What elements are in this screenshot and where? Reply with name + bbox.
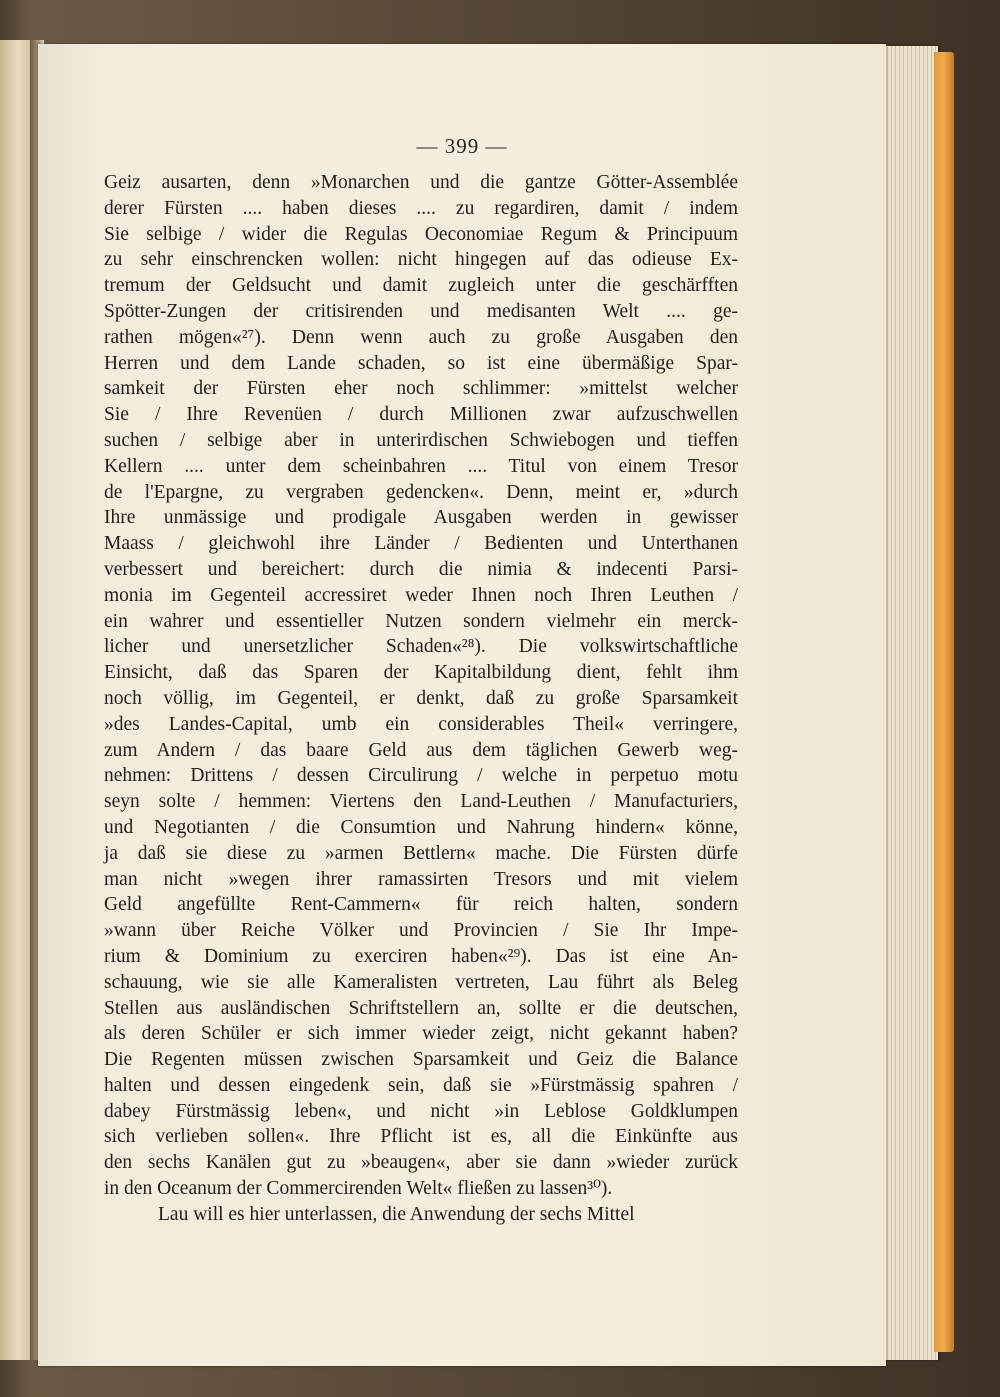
text-line: Lau will es hier unterlassen, die Anwendung der sechs Mittel: [158, 1203, 635, 1225]
text-line: derer Fürsten .... haben dieses .... zu regardiren, damit / indem: [104, 197, 738, 219]
text-line: verbessert und bereichert: durch die nimia & indecenti Parsi-: [104, 558, 738, 580]
text-line: Geiz ausarten, denn »Monarchen und die gantze Götter-Assemblée: [104, 172, 738, 193]
text-line: Spötter-Zungen der critisirenden und medisanten Welt .... ge-: [104, 300, 738, 322]
text-line: zum Andern / das baare Geld aus dem täglichen Gewerb weg-: [104, 739, 738, 761]
text-line: dabey Fürstmässig leben«, und nicht »in Leblose Goldklumpen: [104, 1100, 738, 1122]
text-line: und Negotianten / die Consumtion und Nahrung hindern« könne,: [104, 816, 738, 838]
text-line: den sechs Kanälen gut zu »beaugen«, aber sie dann »wieder zurück: [104, 1152, 738, 1174]
text-line: noch völlig, im Gegenteil, er denkt, daß zu große Sparsamkeit: [104, 687, 738, 709]
text-line: de l'Epargne, zu vergraben gedencken«. Denn, meint er, »durch: [104, 481, 738, 503]
text-line: suchen / selbige aber in unterirdischen Schwiebogen und tieffen: [104, 429, 738, 451]
text-line: Herren und dem Lande schaden, so ist eine übermäßige Spar-: [104, 352, 738, 374]
text-line: samkeit der Fürsten eher noch schlimmer: »mittelst welcher: [104, 378, 738, 400]
text-line: rathen mögen«²⁷). Denn wenn auch zu große Ausgaben den: [104, 326, 738, 348]
text-line: ein wahrer und essentieller Nutzen sondern vielmehr ein merck-: [104, 610, 738, 632]
book-page: [38, 44, 886, 1366]
text-line: licher und unersetzlicher Schaden«²⁸). Die volkswirtschaftliche: [104, 636, 738, 658]
text-line: Geld angefüllte Rent-Cammern« für reich halten, sondern: [104, 894, 738, 916]
text-line: halten und dessen eingedenk sein, daß sie »Fürstmässig spahren /: [104, 1074, 738, 1096]
text-line: seyn solte / hemmen: Viertens den Land-Leuthen / Manufacturiers,: [104, 791, 738, 813]
text-line: rium & Dominium zu exerciren haben«²⁹). Das ist eine An-: [104, 945, 738, 967]
text-line: schauung, wie sie alle Kameralisten vertreten, Lau führt als Beleg: [104, 971, 738, 993]
body-text: [104, 170, 738, 1228]
text-line: Ihre unmässige und prodigale Ausgaben werden in gewisser: [104, 507, 738, 529]
text-line: Sie / Ihre Revenüen / durch Millionen zwar aufzuschwellen: [104, 404, 738, 426]
text-line: Die Regenten müssen zwischen Sparsamkeit und Geiz die Balance: [104, 1049, 738, 1071]
text-line: Maass / gleichwohl ihre Länder / Bedienten und Unterthanen: [104, 533, 738, 555]
text-line: monia im Gegenteil accressiret weder Ihnen noch Ihren Leuthen /: [104, 584, 738, 606]
text-line: zu sehr einschrencken wollen: nicht hingegen auf das odieuse Ex-: [104, 249, 738, 271]
text-line: man nicht »wegen ihrer ramassirten Tresors und mit vielem: [104, 868, 738, 890]
book-cover-edge: [934, 52, 954, 1352]
page-number: — 399 —: [416, 134, 508, 158]
text-line: Kellern .... unter dem scheinbahren .... Titul von einem Tresor: [104, 455, 738, 477]
text-line: tremum der Geldsucht und damit zugleich unter die geschärfften: [104, 275, 738, 297]
text-line: Einsicht, daß das Sparen der Kapitalbildung dient, fehlt ihm: [104, 662, 738, 684]
text-line: Stellen aus ausländischen Schriftstellern an, sollte er die deutschen,: [104, 997, 738, 1019]
text-line: Sie selbige / wider die Regulas Oeconomiae Regum & Principuum: [104, 223, 738, 245]
text-line: sich verlieben sollen«. Ihre Pflicht ist es, all die Einkünfte aus: [104, 1126, 738, 1148]
text-line: als deren Schüler er sich immer wieder zeigt, nicht gekannt haben?: [104, 1023, 738, 1045]
text-line: nehmen: Drittens / dessen Circulirung / welche in perpetuo motu: [104, 765, 738, 787]
text-line: »des Landes-Capital, umb ein considerables Theil« verringere,: [104, 713, 738, 735]
text-line: in den Oceanum der Commercirenden Welt« fließen zu lassen³⁰).: [104, 1178, 613, 1200]
text-line: ja daß sie diese zu »armen Bettlern« mache. Die Fürsten dürfe: [104, 842, 738, 864]
text-line: »wann über Reiche Völker und Provincien / Sie Ihr Impe-: [104, 920, 738, 942]
